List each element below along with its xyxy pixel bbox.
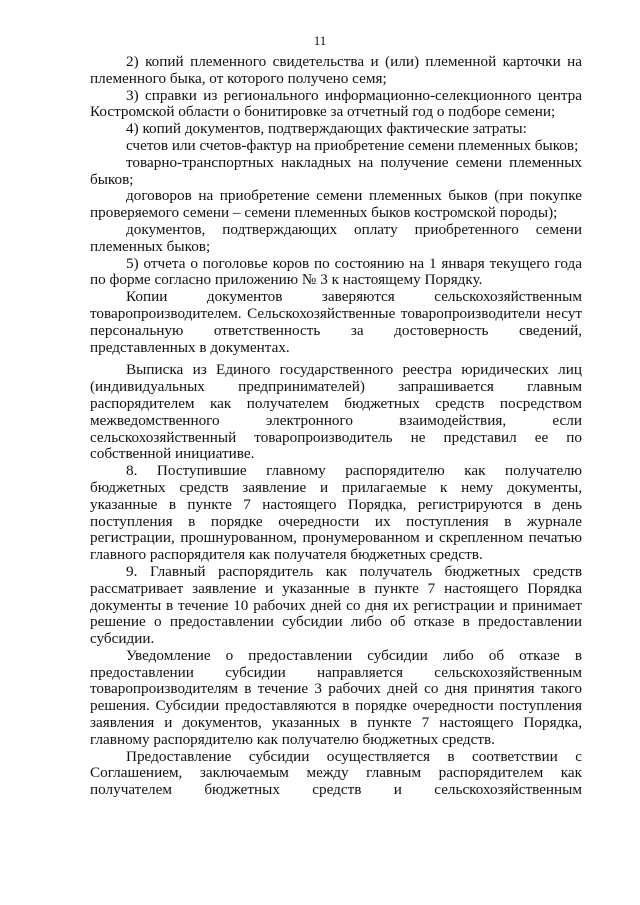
paragraph-item-3: 3) справки из регионального информационно-селекционного центра Костромской области о бонитировке за отчетный год о подборе семени; bbox=[90, 86, 582, 121]
paragraph-clause-9: 9. Главный распорядитель как получатель бюджетных средств рассматривает заявление и указанные в пункте 7 настоящего Порядка документы в течение 10 рабочих дней со дня их регистрации и принимает решение о предоставлении субсидии либо об отказе в предоставлении субсидии. bbox=[90, 562, 582, 648]
paragraph-item-2: 2) копий племенного свидетельства и (или) племенной карточки на племенного быка, от которого получено семя; bbox=[90, 53, 582, 87]
paragraph-clause-8: 8. Поступившие главному распорядителю как получателю бюджетных средств заявление и прилагаемые к нему документы, указанные в пункте 7 настоящего Порядка, регистрируются в день поступления в порядке очередности их поступления в журнале регистрации, прошнурованном, пронумерованном и скрепленном печатью главного распорядителя как получателя бюджетных средств. bbox=[90, 462, 582, 564]
document-body bbox=[90, 54, 582, 799]
paragraph-waybills: товарно-транспортных накладных на получение семени племенных быков; bbox=[90, 153, 582, 188]
paragraph-agreement: Предоставление субсидии осуществляется в соответствии с Соглашением, заключаемым между главным распорядителем как получателем бюджетных средств и сельскохозяйственным bbox=[90, 747, 582, 799]
paragraph-registry-extract: Выписка из Единого государственного реестра юридических лиц (индивидуальных предпринимателей) запрашивается главным распорядителем как получателем бюджетных средств посредством межведомственного электронного взаимодействия, если сельскохозяйственный товаропроизводитель не представил ее по собственной инициативе. bbox=[90, 361, 582, 463]
paragraph-notification: Уведомление о предоставлении субсидии либо об отказе в предоставлении субсидии направляется сельскохозяйственным товаропроизводителям в течение 3 рабочих дней со дня принятия такого решения. Субсидии предоставляются в порядке очередности поступления заявления и документов, указанных в пункте 7 настоящего Порядка, главному распорядителю как получателю бюджетных средств. bbox=[90, 646, 582, 748]
paragraph-item-4: 4) копий документов, подтверждающих фактические затраты: bbox=[126, 120, 527, 138]
paragraph-payment-docs: документов, подтверждающих оплату приобретенного семени племенных быков; bbox=[90, 220, 582, 255]
paragraph-item-5: 5) отчета о поголовье коров по состоянию на 1 января текущего года по форме согласно приложению № 3 к настоящему Порядку. bbox=[90, 254, 582, 289]
paragraph-contracts: договоров на приобретение семени племенных быков (при покупке проверяемого семени – семени племенных быков костромской породы); bbox=[90, 187, 582, 222]
paragraph-certification: Копии документов заверяются сельскохозяйственным товаропроизводителем. Сельскохозяйственные товаропроизводители несут персональную ответственность за достоверность сведений, представленных в документах. bbox=[90, 288, 582, 356]
page-number: 11 bbox=[313, 33, 327, 48]
paragraph-invoices: счетов или счетов-фактур на приобретение семени племенных быков; bbox=[126, 136, 579, 154]
